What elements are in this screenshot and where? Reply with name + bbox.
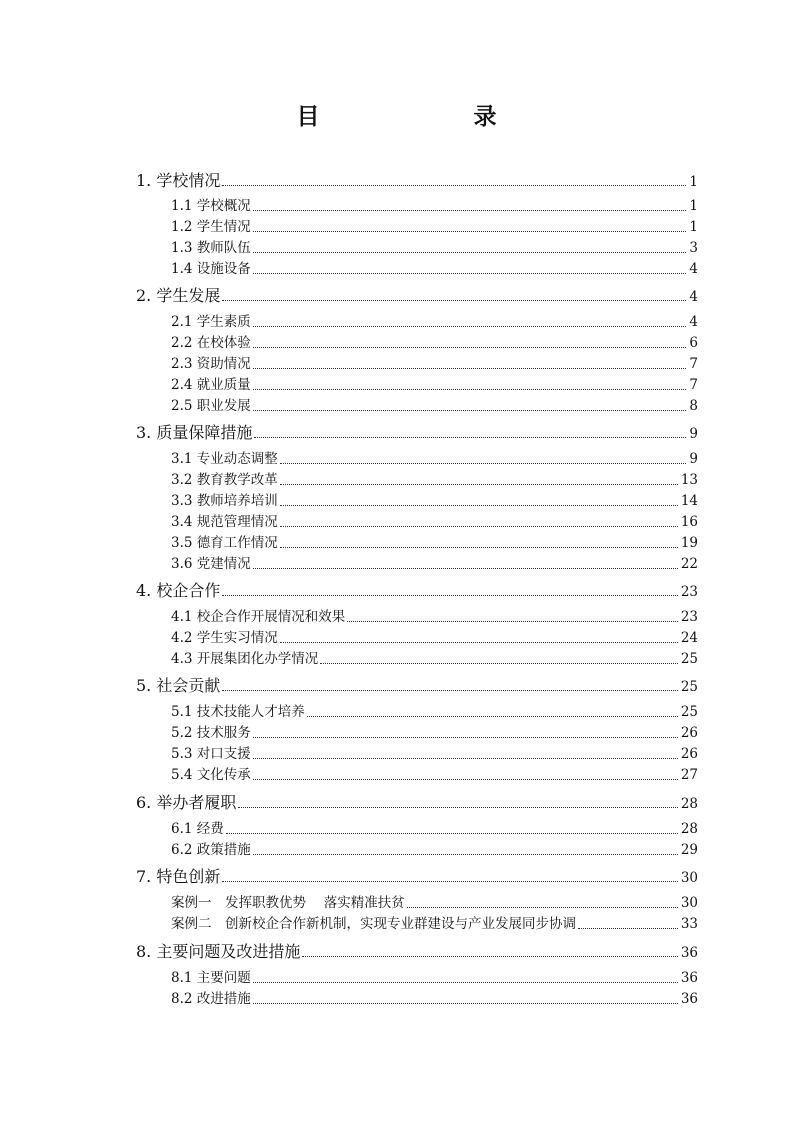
dot-leader — [254, 437, 686, 438]
toc-subsection-entry[interactable] — [171, 844, 698, 858]
toc-page-number: 26 — [680, 746, 698, 762]
toc-subsection-entry[interactable] — [171, 453, 698, 467]
toc-page-number: 36 — [680, 970, 698, 986]
toc-page-number: 19 — [680, 535, 698, 551]
toc-subsection-entry[interactable] — [171, 200, 698, 214]
dot-leader — [253, 779, 678, 780]
toc-subsection-entry[interactable] — [171, 769, 698, 783]
toc-page-number: 25 — [680, 651, 698, 667]
dot-leader — [307, 716, 678, 717]
toc-subsection-entry[interactable] — [171, 474, 698, 488]
toc-page-number: 9 — [689, 425, 698, 442]
dot-leader — [226, 833, 678, 834]
dot-leader — [253, 368, 687, 369]
dot-leader — [253, 982, 678, 983]
dot-leader — [347, 621, 678, 622]
toc-entry-label: 4.1 校企合作开展情况和效果 — [171, 609, 346, 625]
toc-page-number: 13 — [680, 472, 698, 488]
dot-leader — [280, 547, 678, 548]
toc-page-number: 23 — [680, 609, 698, 625]
toc-entry-label: 6.2 政策措施 — [171, 842, 251, 858]
toc-entry-label: 2.1 学生素质 — [171, 314, 251, 330]
dot-leader — [253, 231, 687, 232]
dot-leader — [253, 273, 687, 274]
dot-leader — [222, 690, 677, 691]
toc-entry-label: 8.2 改进措施 — [171, 991, 251, 1007]
toc-page-number: 25 — [680, 704, 698, 720]
dot-leader — [253, 389, 687, 390]
toc-subsection-entry[interactable] — [171, 897, 698, 911]
toc-entry-label: 2.5 职业发展 — [171, 398, 251, 414]
toc-page-number: 6 — [689, 335, 698, 351]
dot-leader — [253, 326, 687, 327]
dot-leader — [253, 854, 678, 855]
toc-subsection-entry[interactable] — [171, 993, 698, 1007]
toc-page-number: 33 — [680, 916, 698, 932]
toc-subsection-entry[interactable] — [171, 823, 698, 837]
toc-page-number: 4 — [689, 261, 698, 277]
toc-subsection-entry[interactable] — [171, 632, 698, 646]
dot-leader — [407, 907, 678, 908]
dot-leader — [320, 663, 678, 664]
toc-subsection-entry[interactable] — [171, 653, 698, 667]
toc-entry-label: 3.1 专业动态调整 — [171, 451, 278, 467]
toc-entry-label: 1. 学校情况 — [136, 171, 221, 190]
dot-leader — [253, 568, 678, 569]
dot-leader — [238, 807, 677, 808]
toc-entry-label: 6. 举办者履职 — [136, 793, 237, 812]
toc-subsection-entry[interactable] — [171, 221, 698, 235]
toc-page-number: 36 — [680, 944, 698, 961]
dot-leader — [222, 595, 677, 596]
dot-leader — [578, 928, 678, 929]
toc-page-number: 22 — [680, 556, 698, 572]
toc-section-entry[interactable] — [136, 795, 698, 811]
toc-entry-label: 1.2 学生情况 — [171, 219, 251, 235]
toc-entry-label: 5.4 文化传承 — [171, 767, 251, 783]
toc-entry-label: 8.1 主要问题 — [171, 970, 251, 986]
toc-entry-label: 5.3 对口支援 — [171, 746, 251, 762]
toc-subsection-entry[interactable] — [171, 495, 698, 509]
toc-section-entry[interactable] — [136, 944, 698, 960]
dot-leader — [222, 185, 686, 186]
toc-entry-label: 2.3 资助情况 — [171, 356, 251, 372]
dot-leader — [253, 210, 687, 211]
dot-leader — [253, 252, 687, 253]
dot-leader — [253, 347, 687, 348]
toc-section-entry[interactable] — [136, 288, 698, 304]
toc-section-entry[interactable] — [136, 425, 698, 441]
toc-section-entry[interactable] — [136, 583, 698, 599]
toc-subsection-entry[interactable] — [171, 918, 698, 932]
toc-subsection-entry[interactable] — [171, 263, 698, 277]
dot-leader — [280, 642, 678, 643]
dot-leader — [253, 737, 678, 738]
toc-entry-label: 7. 特色创新 — [136, 867, 221, 886]
toc-page-number: 16 — [680, 514, 698, 530]
toc-entry-label: 1.3 教师队伍 — [171, 240, 251, 256]
toc-page-number: 27 — [680, 767, 698, 783]
toc-title: 目 录 — [296, 103, 533, 130]
dot-leader — [253, 758, 678, 759]
toc-page-number: 4 — [689, 314, 698, 330]
toc-page-number: 7 — [689, 356, 698, 372]
toc-entry-label: 3.2 教育教学改革 — [171, 472, 278, 488]
toc-subsection-entry[interactable] — [171, 972, 698, 986]
toc-page-number: 7 — [689, 377, 698, 393]
toc-subsection-entry[interactable] — [171, 727, 698, 741]
toc-entry-label: 案例一 发挥职教优势 落实精准扶贫 — [171, 895, 405, 911]
toc-entry-label: 5. 社会贡献 — [136, 676, 221, 695]
toc-page-number: 26 — [680, 725, 698, 741]
toc-page-number: 8 — [689, 398, 698, 414]
dot-leader — [280, 505, 678, 506]
dot-leader — [222, 881, 677, 882]
toc-entry-label: 5.1 技术技能人才培养 — [171, 704, 305, 720]
toc-entry-label: 案例二 创新校企合作新机制，实现专业群建设与产业发展同步协调 — [171, 916, 576, 932]
toc-subsection-entry[interactable] — [171, 400, 698, 414]
toc-page-number: 4 — [689, 288, 698, 305]
toc-entry-label: 3.4 规范管理情况 — [171, 514, 278, 530]
toc-subsection-entry[interactable] — [171, 358, 698, 372]
dot-leader — [280, 526, 678, 527]
toc-page-number: 28 — [680, 821, 698, 837]
toc-entry-label: 8. 主要问题及改进措施 — [136, 942, 301, 961]
toc-page-number: 29 — [680, 842, 698, 858]
toc-entry-label: 3.6 党建情况 — [171, 556, 251, 572]
dot-leader — [253, 410, 687, 411]
toc-entry-label: 6.1 经费 — [171, 821, 224, 837]
dot-leader — [222, 300, 686, 301]
toc-subsection-entry[interactable] — [171, 748, 698, 762]
dot-leader — [302, 956, 677, 957]
toc-entry-label: 3. 质量保障措施 — [136, 423, 253, 442]
toc-subsection-entry[interactable] — [171, 316, 698, 330]
toc-entry-label: 4.2 学生实习情况 — [171, 630, 278, 646]
toc-entry-label: 2.4 就业质量 — [171, 377, 251, 393]
toc-entry-label: 2. 学生发展 — [136, 286, 221, 305]
toc-subsection-entry[interactable] — [171, 706, 698, 720]
toc-subsection-entry[interactable] — [171, 516, 698, 530]
toc-page-number: 1 — [689, 198, 698, 214]
toc-entry-label: 1.4 设施设备 — [171, 261, 251, 277]
toc-page-number: 1 — [689, 219, 698, 235]
toc-subsection-entry[interactable] — [171, 337, 698, 351]
toc-section-entry[interactable] — [136, 678, 698, 694]
toc-entry-label: 3.3 教师培养培训 — [171, 493, 278, 509]
toc-page-number: 36 — [680, 991, 698, 1007]
toc-page-number: 28 — [680, 795, 698, 812]
toc-page-number: 30 — [680, 895, 698, 911]
toc-page-number: 14 — [680, 493, 698, 509]
toc-page-number: 9 — [689, 451, 698, 467]
dot-leader — [280, 484, 678, 485]
toc-page-number: 23 — [680, 583, 698, 600]
toc-page-number: 1 — [689, 173, 698, 190]
toc-subsection-entry[interactable] — [171, 611, 698, 625]
toc-entry-label: 2.2 在校体验 — [171, 335, 251, 351]
toc-subsection-entry[interactable] — [171, 242, 698, 256]
dot-leader — [253, 1003, 678, 1004]
dot-leader — [280, 463, 687, 464]
toc-section-entry[interactable] — [136, 869, 698, 885]
toc-entry-label: 4. 校企合作 — [136, 581, 221, 600]
toc-page-number: 30 — [680, 869, 698, 886]
toc-subsection-entry[interactable] — [171, 558, 698, 572]
toc-page-number: 24 — [680, 630, 698, 646]
toc-entry-label: 4.3 开展集团化办学情况 — [171, 651, 319, 667]
toc-section-entry[interactable] — [136, 173, 698, 189]
toc-entry-label: 5.2 技术服务 — [171, 725, 251, 741]
toc-entry-label: 1.1 学校概况 — [171, 198, 251, 214]
toc-entry-label: 3.5 德育工作情况 — [171, 535, 278, 551]
toc-page-number: 3 — [689, 240, 698, 256]
toc-page-number: 25 — [680, 678, 698, 695]
toc-subsection-entry[interactable] — [171, 537, 698, 551]
toc-subsection-entry[interactable] — [171, 379, 698, 393]
